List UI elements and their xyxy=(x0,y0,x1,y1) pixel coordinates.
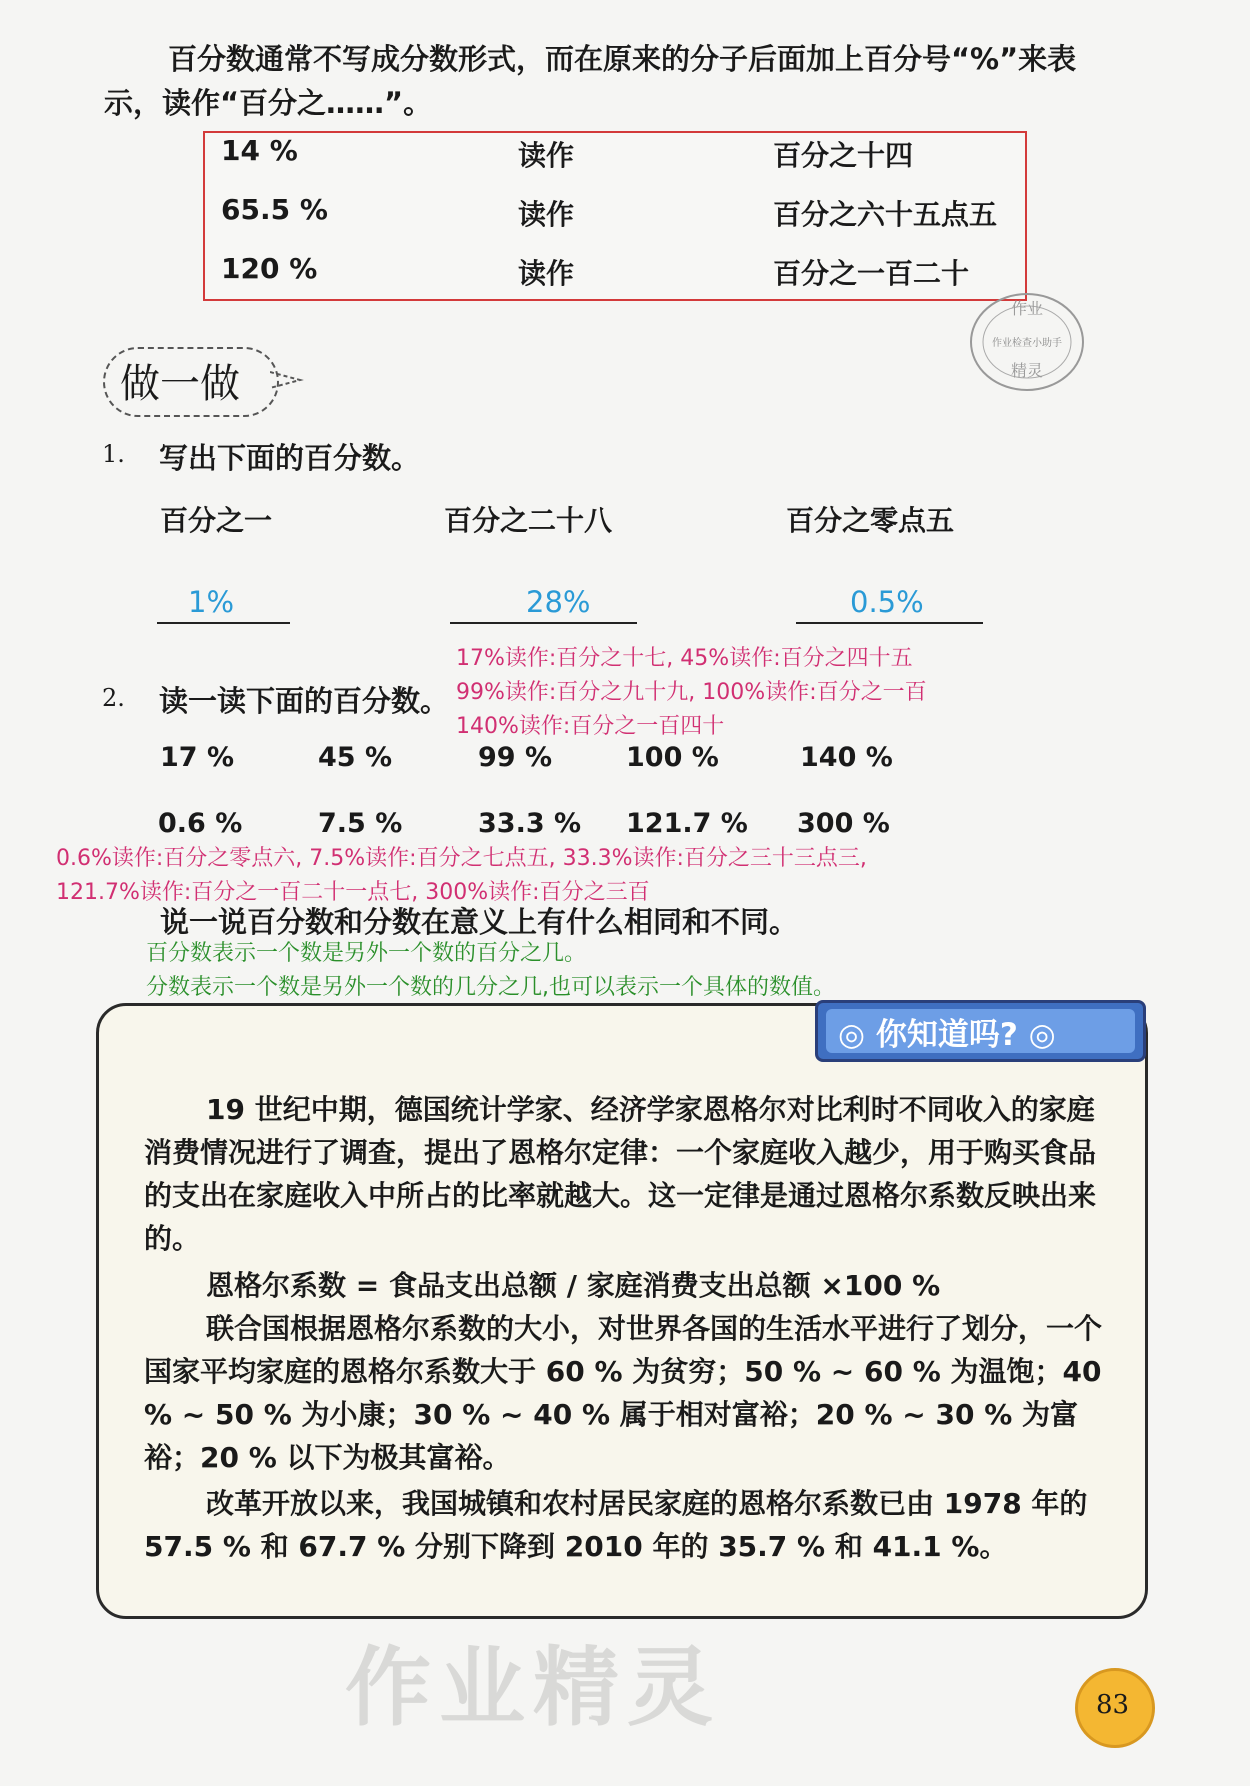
svg-text:作业: 作业 xyxy=(1010,299,1044,318)
q2-answer-a-3: 140%读作:百分之一百四十 xyxy=(456,714,725,739)
q1-prompt: 写出下面的百分数。 xyxy=(159,441,421,475)
q2-row1-4: 100 % xyxy=(626,742,719,773)
intro-line-2: 示，读作“百分之……”。 xyxy=(104,86,433,120)
q1-blank-2 xyxy=(450,622,637,624)
q2-row2-4: 121.7 % xyxy=(626,808,748,839)
q2-row1-3: 99 % xyxy=(478,742,553,773)
q2-number: 2. xyxy=(102,684,125,712)
q1-answer-3: 0.5% xyxy=(850,585,924,619)
q2-row1-1: 17 % xyxy=(160,742,235,773)
q2-answer-b-1: 0.6%读作:百分之零点六, 7.5%读作:百分之七点五, 33.3%读作:百分之三十三点三, xyxy=(56,846,867,871)
table-verb-1: 读作 xyxy=(518,139,575,172)
q2-prompt: 读一读下面的百分数。 xyxy=(159,684,450,718)
svg-text:作业检查小助手: 作业检查小助手 xyxy=(992,338,1062,349)
q2-row2-5: 300 % xyxy=(797,808,890,839)
q1-item-3: 百分之零点五 xyxy=(786,504,955,537)
did-you-know-tag xyxy=(815,1000,1146,1062)
q2-answer-a-1: 17%读作:百分之十七, 45%读作:百分之四十五 xyxy=(456,646,913,671)
table-reading-1: 百分之十四 xyxy=(773,139,914,172)
discuss-prompt: 说一说百分数和分数在意义上有什么相同和不同。 xyxy=(160,905,799,939)
q1-answer-2: 28% xyxy=(526,585,591,619)
q2-answer-a-2: 99%读作:百分之九十九, 100%读作:百分之一百 xyxy=(456,680,927,705)
table-pct-3: 120 % xyxy=(221,252,318,285)
table-verb-2: 读作 xyxy=(518,198,575,231)
did-you-know-p1: 19 世纪中期，德国统计学家、经济学家恩格尔对比利时不同收入的家庭消费情况进行了调查，提出了恩格尔定律：一个家庭收入越少，用于购买食品的支出在家庭收入中所占的比率就越大。这一定律是通过恩格尔系数反映出来的。 xyxy=(144,1093,1097,1255)
bubble-tail-icon xyxy=(270,368,304,392)
q2-row2-3: 33.3 % xyxy=(478,808,582,839)
q1-item-1: 百分之一 xyxy=(160,504,273,537)
q1-number: 1. xyxy=(102,440,125,468)
q1-blank-1 xyxy=(157,622,290,624)
intro-line-1: 百分数通常不写成分数形式，而在原来的分子后面加上百分号“%”来表 xyxy=(168,42,1077,76)
stamp-logo xyxy=(962,280,1092,410)
q1-answer-1: 1% xyxy=(188,585,235,619)
table-pct-1: 14 % xyxy=(221,134,298,167)
watermark-bottom: 作业精灵 xyxy=(345,1638,721,1738)
did-you-know-formula: 恩格尔系数 = 食品支出总额 / 家庭消费支出总额 ×100 % xyxy=(206,1269,941,1302)
q2-row1-5: 140 % xyxy=(800,742,893,773)
did-you-know-p2: 联合国根据恩格尔系数的大小，对世界各国的生活水平进行了划分，一个国家平均家庭的恩格尔系数大于 60 % 为贫穷；50 % ~ 60 % 为温饱；40 % ~ 50 % 为小康；30 % ~ 40 % 属于相对富裕；20 % ~ 30 % 为富裕；20 % 以下为极其富裕。 xyxy=(144,1312,1103,1474)
did-you-know-title: ◎ 你知道吗? ◎ xyxy=(838,1017,1056,1053)
q1-blank-3 xyxy=(796,622,983,624)
svg-text:精灵: 精灵 xyxy=(1010,361,1044,380)
q2-answer-b-2: 121.7%读作:百分之一百二十一点七, 300%读作:百分之三百 xyxy=(56,880,650,905)
q1-item-2: 百分之二十八 xyxy=(444,504,613,537)
discuss-answer-1: 百分数表示一个数是另外一个数的百分之几。 xyxy=(146,941,587,966)
section-title: 做一做 xyxy=(120,361,240,407)
q2-row1-2: 45 % xyxy=(318,742,393,773)
table-pct-2: 65.5 % xyxy=(221,193,328,226)
table-reading-2: 百分之六十五点五 xyxy=(773,198,998,231)
discuss-answer-2: 分数表示一个数是另外一个数的几分之几,也可以表示一个具体的数值。 xyxy=(146,975,835,1000)
table-reading-3: 百分之一百二十 xyxy=(773,257,970,290)
q2-row2-1: 0.6 % xyxy=(158,808,243,839)
table-verb-3: 读作 xyxy=(518,257,575,290)
q2-row2-2: 7.5 % xyxy=(318,808,403,839)
page-number: 83 xyxy=(1096,1690,1130,1720)
did-you-know-p3: 改革开放以来，我国城镇和农村居民家庭的恩格尔系数已由 1978 年的 57.5 % 和 67.7 % 分别下降到 2010 年的 35.7 % 和 41.1 %。 xyxy=(144,1487,1088,1563)
